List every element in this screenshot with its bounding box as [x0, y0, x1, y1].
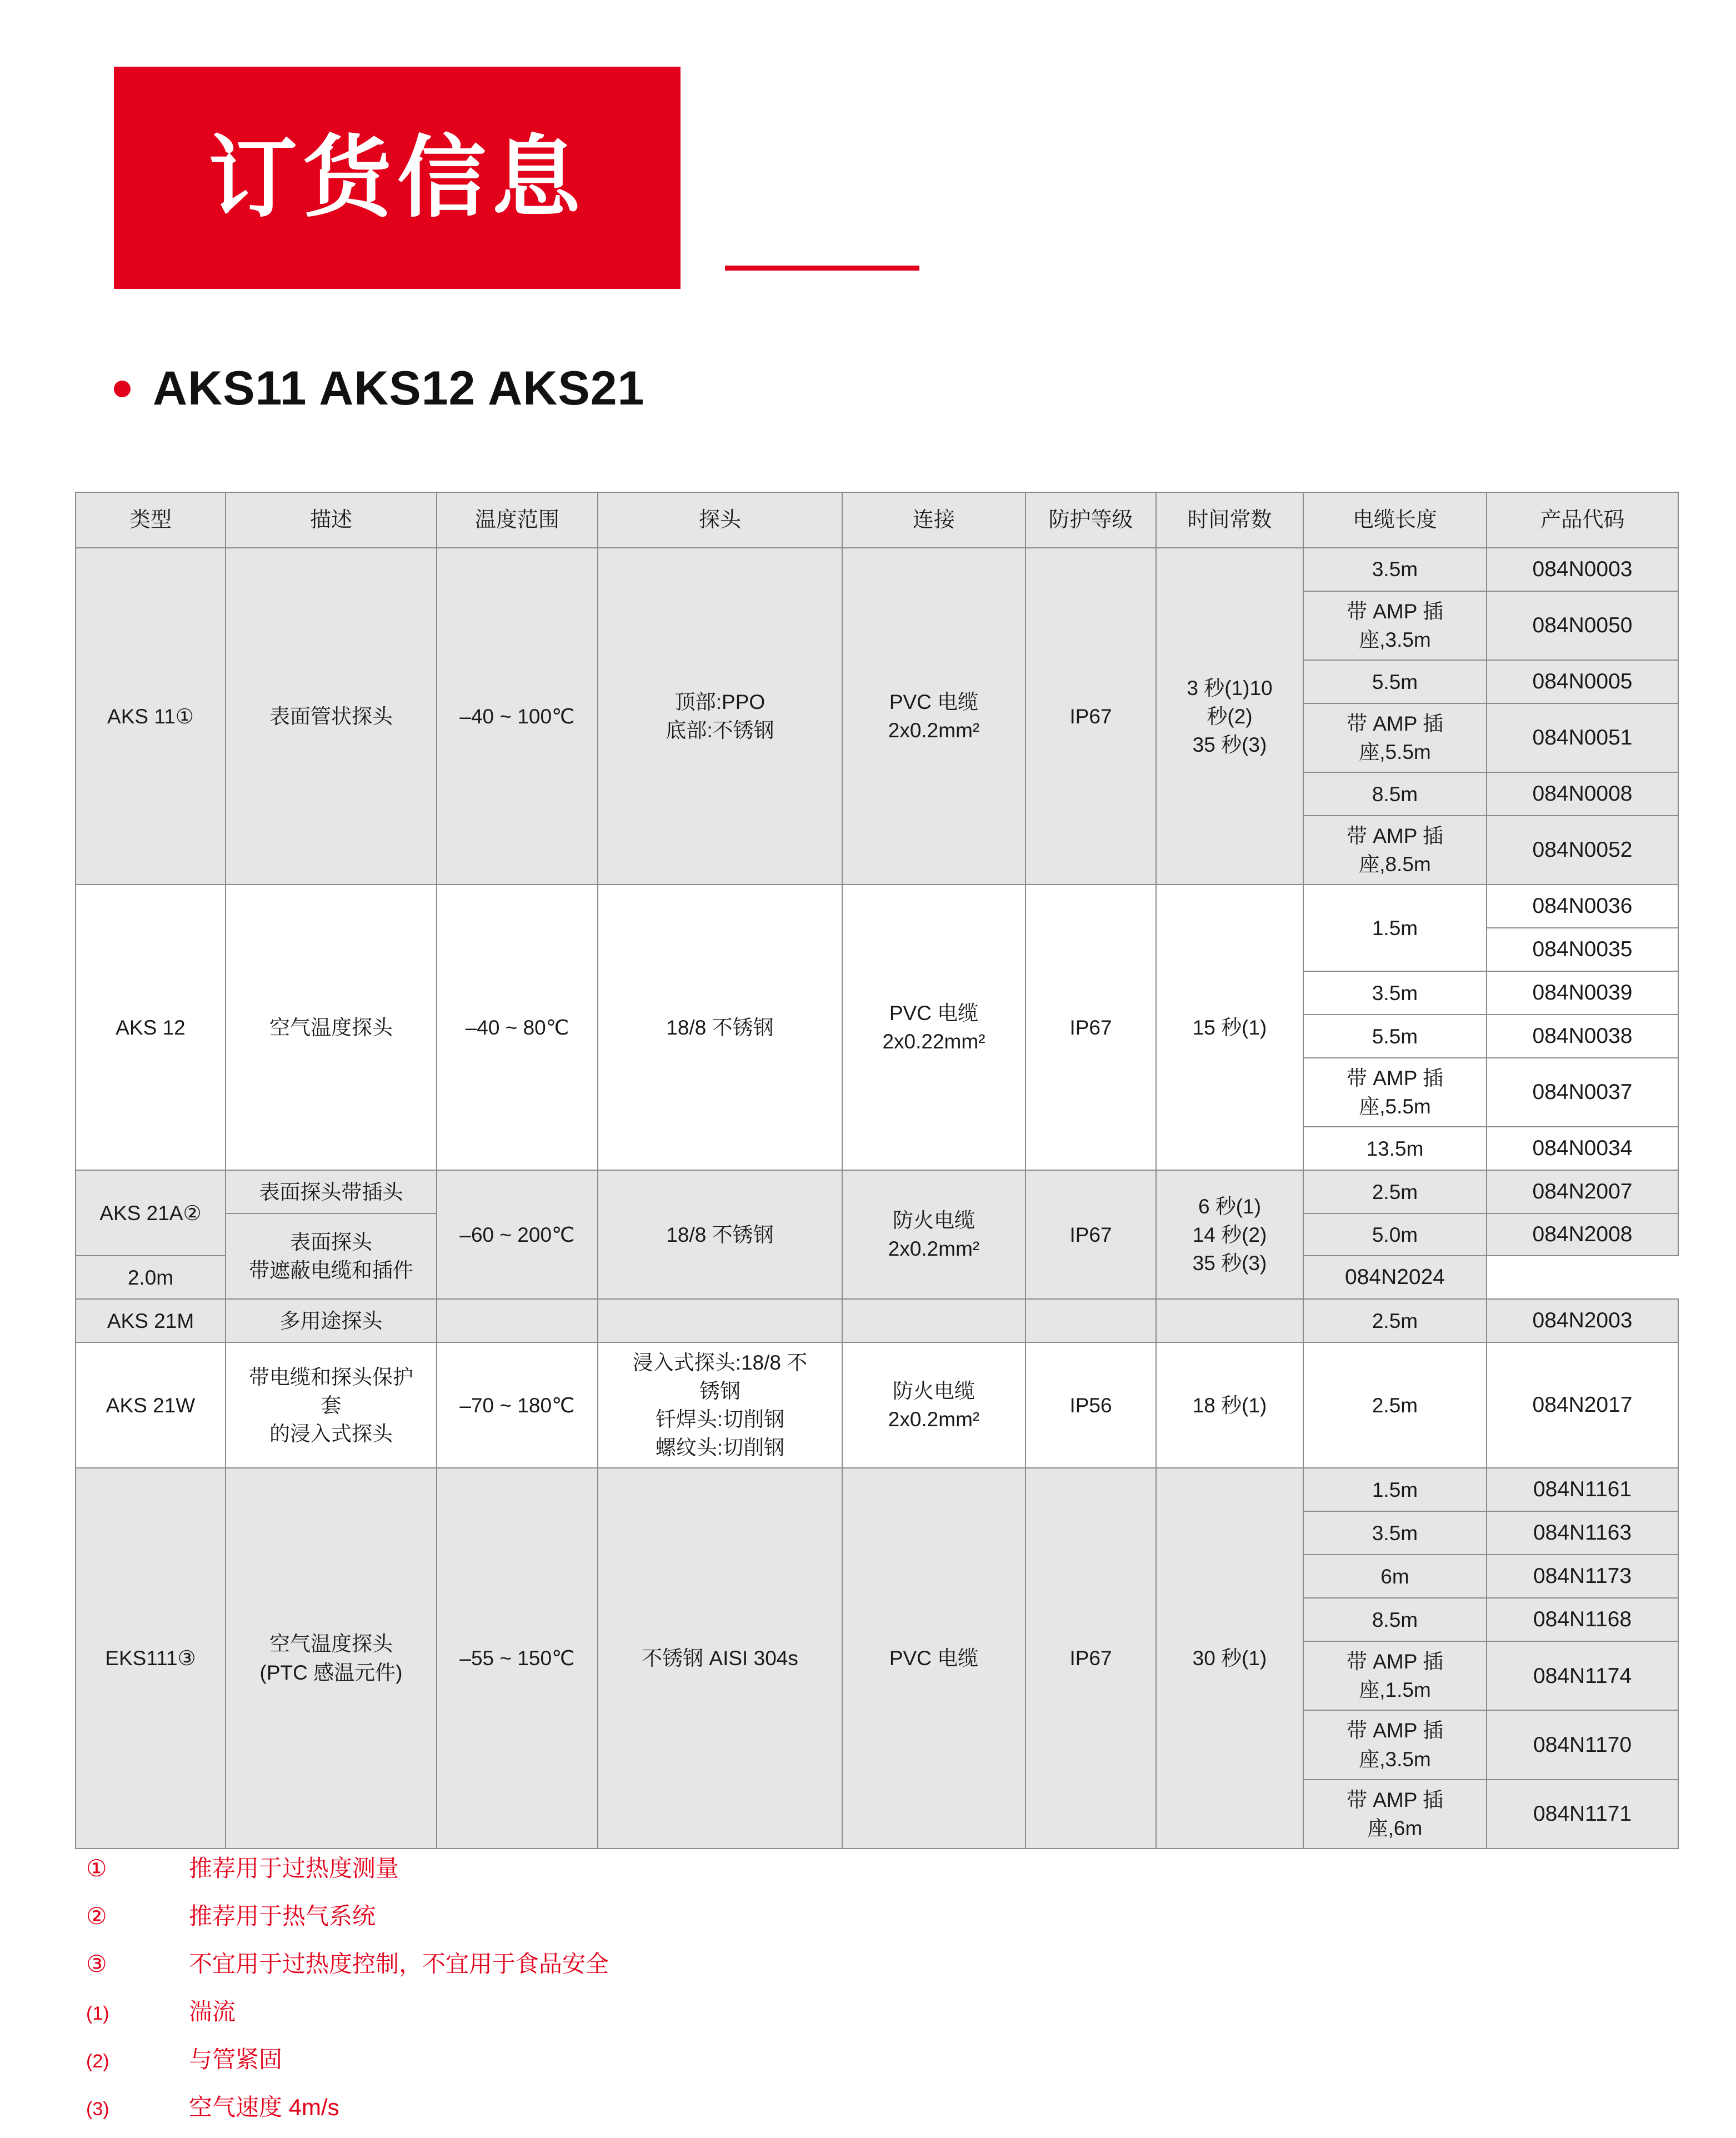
- connection-line-1: PVC 电缆: [889, 1002, 979, 1025]
- cell-product-code: 084N1170: [1487, 1710, 1678, 1779]
- description-line-1: 表面探头: [290, 1231, 372, 1254]
- cell-product-code: 084N2017: [1487, 1342, 1678, 1468]
- cell-type-aks11: AKS 11①: [76, 548, 226, 885]
- cell-product-code: 084N1161: [1487, 1468, 1678, 1511]
- cell-connection-aks11: [842, 548, 1025, 885]
- cell-description-aks12: 空气温度探头: [226, 885, 437, 1170]
- table-row: [76, 885, 1678, 928]
- cell-protection-aks11: IP67: [1025, 548, 1156, 885]
- time-constant-line-3: 35 秒(3): [1192, 733, 1267, 756]
- bullet-icon: [114, 381, 131, 397]
- cable-line-2: 座,1.5m: [1359, 1679, 1431, 1702]
- cell-time-constant-eks111: 30 秒(1): [1156, 1468, 1303, 1848]
- cell-product-code: 084N0036: [1487, 885, 1678, 928]
- cell-connection-eks111: PVC 电缆: [842, 1468, 1025, 1848]
- cell-description-aks21a-1: 表面探头带插头: [226, 1170, 437, 1213]
- cell-protection-eks111: IP67: [1025, 1468, 1156, 1848]
- column-header-connection: 连接: [842, 492, 1025, 548]
- probe-line-1: 浸入式探头:18/8 不: [632, 1351, 808, 1375]
- footnote-text: 推荐用于热气系统: [189, 1903, 376, 1929]
- cell-product-code: 084N0050: [1487, 591, 1678, 660]
- footnote-text: 与管紧固: [189, 2046, 283, 2072]
- cell-type-aks21w: AKS 21W: [76, 1342, 226, 1468]
- table-row: [76, 1468, 1678, 1511]
- cell-cable-length: 8.5m: [1303, 1598, 1487, 1641]
- cell-protection-aks21w: IP56: [1025, 1342, 1156, 1468]
- cell-cable-length: 2.0m: [76, 1256, 226, 1299]
- cell-temperature-aks21: –60 ~ 200℃: [437, 1170, 598, 1299]
- cell-product-code: 084N0052: [1487, 816, 1678, 885]
- footnote-marker: ①: [86, 1855, 107, 1881]
- section-title-label: AKS11 AKS12 AKS21: [153, 362, 645, 415]
- cell-product-code: 084N2008: [1487, 1213, 1678, 1256]
- cell-protection-aks21m: [1025, 1299, 1156, 1342]
- cell-time-constant-aks11: [1156, 548, 1303, 885]
- connection-line-1: 防火电缆: [893, 1380, 975, 1403]
- footnote-text: 不宜用于过热度控制，不宜用于食品安全: [189, 1951, 609, 1977]
- cable-line-2: 座,8.5m: [1359, 853, 1431, 876]
- footnotes: [75, 1850, 1519, 2137]
- description-line-1: 空气温度探头: [269, 1632, 393, 1656]
- cable-line-1: 带 AMP 插: [1346, 1650, 1444, 1674]
- table-row: [76, 1342, 1678, 1468]
- cell-cable-length: 2.5m: [1303, 1342, 1487, 1468]
- cell-cable-length: 5.5m: [1303, 660, 1487, 703]
- cell-cable-length: 5.0m: [1303, 1213, 1487, 1256]
- cable-line-2: 座,3.5m: [1359, 628, 1431, 652]
- time-constant-line-2: 14 秒(2): [1192, 1223, 1267, 1246]
- time-constant-line-1: 3 秒(1)10: [1187, 676, 1273, 700]
- cable-line-2: 座,6m: [1367, 1816, 1423, 1840]
- footnote-text: 湍流: [189, 1999, 236, 2025]
- cell-product-code: 084N0037: [1487, 1058, 1678, 1127]
- table-header-row: [76, 492, 1678, 548]
- cell-product-code: 084N1171: [1487, 1780, 1678, 1849]
- cell-description-aks21m: 多用途探头: [226, 1299, 437, 1342]
- footnote-text: 空气速度 4m/s: [189, 2094, 339, 2120]
- table-row: [76, 1170, 1678, 1213]
- cell-product-code: 084N2007: [1487, 1170, 1678, 1213]
- cell-cable-length: [1303, 816, 1487, 885]
- footnote-marker: (2): [86, 2051, 109, 2072]
- header-underline: [725, 266, 919, 271]
- cell-cable-length: [1303, 703, 1487, 772]
- cable-line-2: 座,3.5m: [1359, 1747, 1431, 1771]
- header-banner: [114, 67, 681, 289]
- description-line-3: 的浸入式探头: [269, 1422, 393, 1445]
- description-line-1: 带电缆和探头保护: [249, 1365, 413, 1388]
- cell-product-code: 084N1163: [1487, 1511, 1678, 1555]
- connection-line-1: 防火电缆: [893, 1209, 975, 1232]
- footnote-item: [75, 1898, 1519, 1931]
- footnote-text: 推荐用于过热度测量: [189, 1855, 399, 1881]
- cell-cable-length: [1303, 1710, 1487, 1779]
- probe-line-1: 顶部:PPO: [674, 691, 766, 714]
- footnote-item: [75, 2041, 1519, 2075]
- cell-product-code: 084N0051: [1487, 703, 1678, 772]
- cell-product-code: 084N2024: [1303, 1256, 1487, 1299]
- probe-line-2: 锈钢: [699, 1380, 741, 1403]
- cell-cable-length: 1.5m: [1303, 1468, 1487, 1511]
- footnote-item: [75, 2089, 1519, 2122]
- cell-description-eks111: [226, 1468, 437, 1848]
- cell-cable-length: 5.5m: [1303, 1015, 1487, 1058]
- cell-cable-length: 3.5m: [1303, 548, 1487, 591]
- cell-cable-length: 13.5m: [1303, 1127, 1487, 1170]
- cell-connection-aks21m: [842, 1299, 1025, 1342]
- cell-probe-aks21: 18/8 不锈钢: [598, 1170, 842, 1299]
- description-line-2: 带遮蔽电缆和插件: [249, 1259, 413, 1282]
- cell-temperature-aks12: –40 ~ 80℃: [437, 885, 598, 1170]
- cell-connection-aks21: [842, 1170, 1025, 1299]
- connection-line-2: 2x0.2mm²: [888, 1408, 980, 1431]
- footnote-marker: ③: [86, 1951, 107, 1977]
- cell-cable-length: 8.5m: [1303, 772, 1487, 816]
- cell-probe-aks21w: [598, 1342, 842, 1468]
- description-line-2: 套: [321, 1393, 342, 1417]
- column-header-description: 描述: [226, 492, 437, 548]
- cell-protection-aks12: IP67: [1025, 885, 1156, 1170]
- cell-time-constant-aks12: 15 秒(1): [1156, 885, 1303, 1170]
- column-header-time-constant: 时间常数: [1156, 492, 1303, 548]
- column-header-cable-length: 电缆长度: [1303, 492, 1487, 548]
- cell-probe-aks12: 18/8 不锈钢: [598, 885, 842, 1170]
- connection-line-2: 2x0.2mm²: [888, 719, 980, 742]
- cell-product-code: 084N1174: [1487, 1641, 1678, 1710]
- cell-description-aks21a-2: [226, 1213, 437, 1299]
- section-heading: [114, 361, 644, 416]
- cable-line-1: 带 AMP 插: [1346, 825, 1444, 848]
- time-constant-line-2: 秒(2): [1207, 705, 1253, 728]
- cell-time-constant-aks21: [1156, 1170, 1303, 1299]
- cell-type-aks12: AKS 12: [76, 885, 226, 1170]
- cell-type-eks111: EKS111③: [76, 1468, 226, 1848]
- cable-line-2: 座,5.5m: [1359, 1095, 1431, 1118]
- footnote-marker: ②: [86, 1903, 107, 1929]
- column-header-type: 类型: [76, 492, 226, 548]
- description-line-2: (PTC 感温元件): [259, 1661, 403, 1684]
- cell-type-aks21m: AKS 21M: [76, 1299, 226, 1342]
- cell-temperature-aks11: –40 ~ 100℃: [437, 548, 598, 885]
- connection-line-1: PVC 电缆: [889, 691, 979, 714]
- cell-product-code: 084N2003: [1487, 1299, 1678, 1342]
- cable-line-1: 带 AMP 插: [1346, 1719, 1444, 1742]
- cable-line-1: 带 AMP 插: [1346, 1067, 1444, 1090]
- cell-product-code: 084N0003: [1487, 548, 1678, 591]
- cell-cable-length: [1303, 1641, 1487, 1710]
- column-header-probe: 探头: [598, 492, 842, 548]
- time-constant-line-1: 6 秒(1): [1198, 1195, 1262, 1218]
- cell-time-constant-aks21w: 18 秒(1): [1156, 1342, 1303, 1468]
- cell-description-aks11: 表面管状探头: [226, 548, 437, 885]
- cell-temperature-eks111: –55 ~ 150℃: [437, 1468, 598, 1848]
- cell-cable-length: 1.5m: [1303, 885, 1487, 971]
- cell-cable-length: [1303, 591, 1487, 660]
- table-row: [76, 1299, 1678, 1342]
- connection-line-2: 2x0.2mm²: [888, 1237, 980, 1261]
- cable-line-2: 座,5.5m: [1359, 741, 1431, 764]
- probe-line-2: 底部:不锈钢: [666, 719, 774, 742]
- ordering-information-table: [75, 492, 1661, 1849]
- cell-product-code: 084N0005: [1487, 660, 1678, 703]
- cell-probe-aks11: [598, 548, 842, 885]
- cell-cable-length: [1303, 1780, 1487, 1849]
- cable-line-1: 带 AMP 插: [1346, 1788, 1444, 1811]
- cell-product-code: 084N0034: [1487, 1127, 1678, 1170]
- table-row: [76, 548, 1678, 591]
- cable-line-1: 带 AMP 插: [1346, 712, 1444, 736]
- cell-time-constant-aks21m: [1156, 1299, 1303, 1342]
- footnote-item: [75, 1946, 1519, 1979]
- footnote-item: [75, 1994, 1519, 2027]
- time-constant-line-3: 35 秒(3): [1192, 1251, 1267, 1275]
- column-header-product-code: 产品代码: [1487, 492, 1678, 548]
- connection-line-2: 2x0.22mm²: [882, 1030, 985, 1053]
- cell-cable-length: 6m: [1303, 1555, 1487, 1598]
- cell-description-aks21w: [226, 1342, 437, 1468]
- cell-cable-length: 2.5m: [1303, 1170, 1487, 1213]
- cell-temperature-aks21w: –70 ~ 180℃: [437, 1342, 598, 1468]
- cell-product-code: 084N0039: [1487, 971, 1678, 1015]
- cell-connection-aks21w: [842, 1342, 1025, 1468]
- footnote-marker: (3): [86, 2099, 109, 2120]
- page-title: 订货信息: [208, 128, 586, 227]
- cell-product-code: 084N1168: [1487, 1598, 1678, 1641]
- column-header-temperature-range: 温度范围: [437, 492, 598, 548]
- probe-line-3: 钎焊头:切削钢: [655, 1408, 785, 1431]
- cell-temperature-aks21m: [437, 1299, 598, 1342]
- cell-connection-aks12: [842, 885, 1025, 1170]
- footnote-item: [75, 1850, 1519, 1884]
- cell-cable-length: 3.5m: [1303, 1511, 1487, 1555]
- cell-type-aks21a: AKS 21A②: [76, 1170, 226, 1256]
- cell-product-code: 084N0038: [1487, 1015, 1678, 1058]
- cell-cable-length: 3.5m: [1303, 971, 1487, 1015]
- cell-probe-eks111: 不锈钢 AISI 304s: [598, 1468, 842, 1848]
- footnote-marker: (1): [86, 2003, 109, 2024]
- cell-product-code: 084N0008: [1487, 772, 1678, 816]
- cell-protection-aks21: IP67: [1025, 1170, 1156, 1299]
- cell-cable-length: [1303, 1058, 1487, 1127]
- cell-probe-aks21m: [598, 1299, 842, 1342]
- cell-product-code: 084N1173: [1487, 1555, 1678, 1598]
- probe-line-4: 螺纹头:切削钢: [655, 1436, 785, 1460]
- cell-cable-length: 2.5m: [1303, 1299, 1487, 1342]
- cable-line-1: 带 AMP 插: [1346, 600, 1444, 623]
- cell-product-code: 084N0035: [1487, 928, 1678, 971]
- column-header-protection: 防护等级: [1025, 492, 1156, 548]
